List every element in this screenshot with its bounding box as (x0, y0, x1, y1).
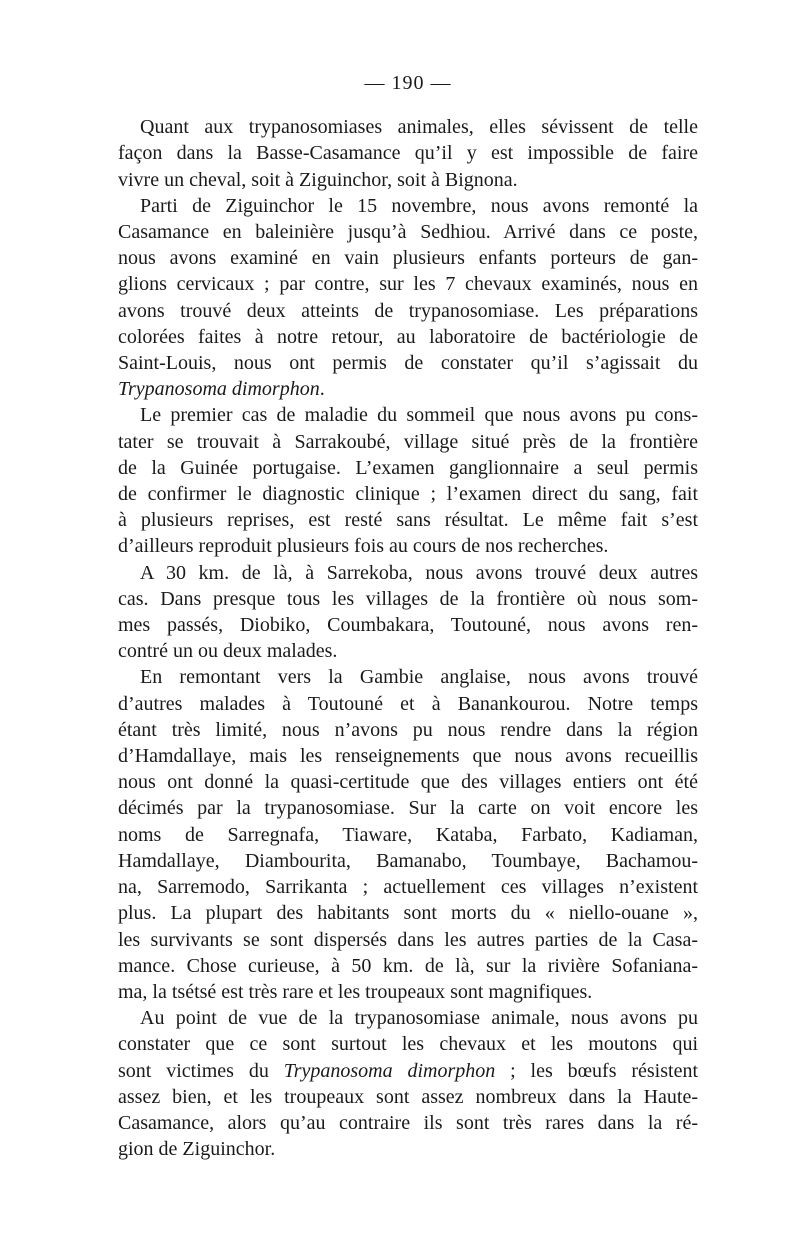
text-line: En remontant vers la Gambie anglaise, nous avons trouvé (140, 666, 698, 689)
text-line: d’Hamdallaye, mais les renseignements que nous avons recueillis (118, 745, 698, 768)
text-line: contré un ou deux malades. (118, 640, 338, 663)
paragraph-1 (118, 114, 698, 193)
text-line: plus. La plupart des habitants sont morts du « niello-ouane », (118, 902, 698, 925)
text-line: Casamance en baleinière jusqu’à Sedhiou. Arrivé dans ce poste, (118, 221, 698, 244)
text-line: Au point de vue de la trypanosomiase animale, nous avons pu (140, 1007, 698, 1030)
text-line: assez bien, et les troupeaux sont assez nombreux dans la Haute- (118, 1085, 698, 1108)
text-line: constater que ce sont surtout les chevaux et les moutons qui (118, 1033, 698, 1056)
text-line (118, 376, 698, 402)
text-line: cas. Dans presque tous les villages de la frontière où nous som- (118, 587, 698, 610)
text-line: décimés par la trypanosomiase. Sur la carte on voit encore les (118, 797, 698, 820)
text-line: nous avons examiné en vain plusieurs enfants porteurs de gan- (118, 247, 698, 270)
species-name: Trypanosoma dimorphon (283, 1059, 496, 1082)
text-line: d’autres malades à Toutouné et à Banankourou. Notre temps (118, 692, 698, 715)
text-line: Casamance, alors qu’au contraire ils sont très rares dans la ré- (118, 1111, 698, 1134)
text-line (118, 1058, 698, 1084)
paragraph-5 (118, 664, 698, 1005)
paragraph-4 (118, 560, 698, 665)
text-line: de confirmer le diagnostic clinique ; l’examen direct du sang, fait (118, 483, 698, 506)
text-line: avons trouvé deux atteints de trypanosomiase. Les préparations (118, 299, 698, 322)
text-fragment: ; les bœufs résistent (495, 1059, 698, 1082)
paragraph-3 (118, 402, 698, 559)
text-line: Hamdallaye, Diambourita, Bamanabo, Toumbaye, Bachamou- (118, 849, 698, 872)
text-line: de la Guinée portugaise. L’examen ganglionnaire a seul permis (118, 456, 698, 479)
text-line: à plusieurs reprises, est resté sans résultat. Le même fait s’est (118, 509, 698, 532)
text-line: mance. Chose curieuse, à 50 km. de là, sur la rivière Sofaniana- (118, 954, 698, 977)
text-line: étant très limité, nous n’avons pu nous rendre dans la région (118, 718, 698, 741)
text-fragment: sont victimes du (118, 1059, 284, 1082)
paragraph-2 (118, 193, 698, 403)
text-line: na, Sarremodo, Sarrikanta ; actuellement ces villages n’existent (118, 876, 698, 899)
text-line: A 30 km. de là, à Sarrekoba, nous avons trouvé deux autres (140, 561, 698, 584)
paragraph-6 (118, 1005, 698, 1162)
text-line: noms de Sarregnafa, Tiaware, Kataba, Farbato, Kadiaman, (118, 823, 698, 846)
text-line: nous ont donné la quasi-certitude que des villages entiers ont été (118, 771, 698, 794)
text-line: colorées faites à notre retour, au laboratoire de bactériologie de (118, 325, 698, 348)
text-line: Saint-Louis, nous ont permis de constater qu’il s’agissait du (118, 352, 698, 375)
text-line: ma, la tsétsé est très rare et les troupeaux sont magnifiques. (118, 980, 593, 1003)
text-line: Quant aux trypanosomiases animales, elles sévissent de telle (140, 116, 698, 139)
text-line: Le premier cas de maladie du sommeil que nous avons pu cons- (140, 404, 698, 427)
text-line: d’ailleurs reproduit plusieurs fois au cours de nos recherches. (118, 535, 609, 558)
text-line: Parti de Ziguinchor le 15 novembre, nous avons remonté la (140, 194, 698, 217)
text-line: vivre un cheval, soit à Ziguinchor, soit à Bignona. (118, 168, 518, 191)
species-name: Trypanosoma dimorphon (118, 378, 320, 401)
text-line: mes passés, Diobiko, Coumbakara, Toutouné, nous avons ren- (118, 614, 698, 637)
document-page (118, 70, 698, 1162)
punctuation: . (319, 378, 325, 401)
text-line: les survivants se sont dispersés dans les autres parties de la Casa- (118, 928, 698, 951)
text-line: façon dans la Basse-Casamance qu’il y est impossible de faire (118, 142, 698, 165)
text-line: gion de Ziguinchor. (118, 1138, 276, 1161)
text-line: tater se trouvait à Sarrakoubé, village situé près de la frontière (118, 430, 698, 453)
page-number: — 190 — (364, 72, 452, 94)
text-line: glions cervicaux ; par contre, sur les 7 chevaux examinés, nous en (118, 273, 698, 296)
